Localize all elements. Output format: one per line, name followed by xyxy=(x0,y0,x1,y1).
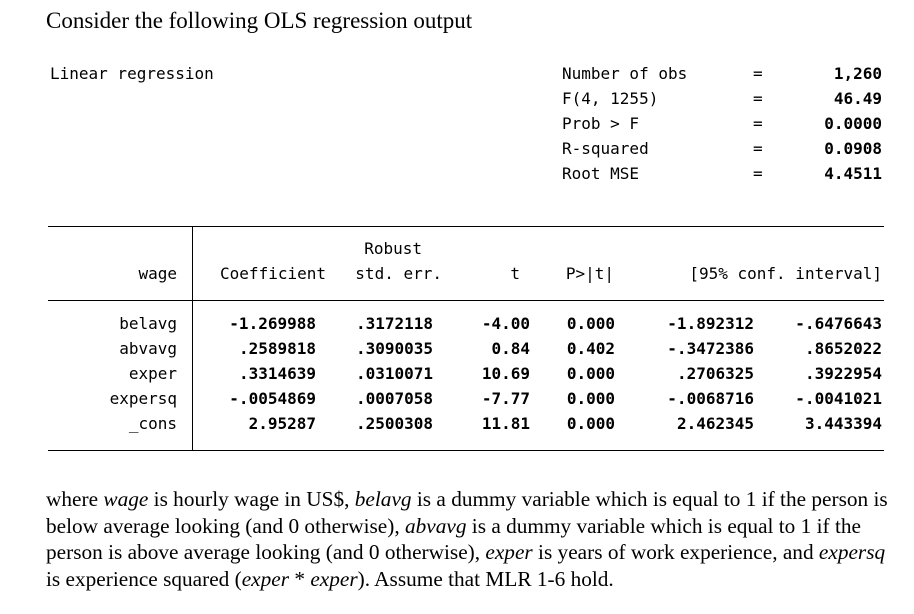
stat-equals: = xyxy=(753,139,763,158)
footnote-text: is hourly wage in US$, xyxy=(148,487,355,511)
header-t: t xyxy=(510,264,520,283)
row-pvalue: 0.402 xyxy=(566,339,615,358)
stat-value: 0.0000 xyxy=(824,114,882,133)
row-t: -4.00 xyxy=(481,314,530,333)
table-top-rule xyxy=(48,226,884,227)
footnote-text: is a dummy variable which is equal to 1 if the person is above average looking (and 0 otherwise), xyxy=(46,513,861,564)
row-ci-upper: .8652022 xyxy=(804,339,882,358)
stat-equals: = xyxy=(753,64,763,83)
stat-equals: = xyxy=(753,114,763,133)
header-pvalue: P>|t| xyxy=(565,264,614,283)
var-wage: wage xyxy=(103,487,149,511)
row-coefficient: 2.95287 xyxy=(248,414,316,433)
row-ci-lower: -.3472386 xyxy=(667,339,754,358)
header-conf-interval: [95% conf. interval] xyxy=(689,264,882,283)
row-variable: exper xyxy=(128,364,177,383)
footnote-text: * xyxy=(289,566,311,591)
row-ci-lower: -1.892312 xyxy=(667,314,754,333)
row-std-err: .3172118 xyxy=(355,314,433,333)
var-exper: exper xyxy=(241,566,290,591)
stat-row-probf xyxy=(562,114,882,139)
stat-value: 46.49 xyxy=(833,89,882,108)
row-variable: abvavg xyxy=(119,339,177,358)
var-belavg: belavg xyxy=(354,487,412,511)
stat-row-f xyxy=(562,89,882,114)
row-t: 11.81 xyxy=(481,414,530,433)
footnote xyxy=(46,486,896,592)
row-pvalue: 0.000 xyxy=(566,414,615,433)
row-ci-lower: 2.462345 xyxy=(676,414,754,433)
stat-label: R-squared xyxy=(562,139,649,158)
row-std-err: .0007058 xyxy=(355,389,433,408)
stat-value: 1,260 xyxy=(833,64,882,83)
footnote-text: is a dummy variable which is equal to 1 if the person is below average looking (and 0 otherwise), xyxy=(46,487,888,538)
footnote-text: is years of work experience, and xyxy=(532,540,819,564)
row-coefficient: -1.269988 xyxy=(229,314,316,333)
row-ci-lower: -.0068716 xyxy=(667,389,754,408)
row-pvalue: 0.000 xyxy=(566,389,615,408)
table-header-rule xyxy=(48,300,884,301)
row-ci-lower: .2706325 xyxy=(676,364,754,383)
row-std-err: .2500308 xyxy=(355,414,433,433)
table-bottom-rule xyxy=(48,450,884,451)
stat-value: 4.4511 xyxy=(824,164,882,183)
row-pvalue: 0.000 xyxy=(566,314,615,333)
row-t: -7.77 xyxy=(481,389,530,408)
footnote-text: is experience squared ( xyxy=(46,566,242,591)
header-std-err: std. err. xyxy=(355,264,442,283)
stat-equals: = xyxy=(753,89,763,108)
stat-value: 0.0908 xyxy=(824,139,882,158)
row-std-err: .3090035 xyxy=(355,339,433,358)
table-divider xyxy=(192,227,193,450)
var-exper: exper xyxy=(310,566,358,591)
row-coefficient: .3314639 xyxy=(238,364,316,383)
stat-row-nobs xyxy=(562,64,882,89)
stat-label: Number of obs xyxy=(562,64,688,83)
row-variable: expersq xyxy=(109,389,177,408)
stat-label: F(4, 1255) xyxy=(562,89,659,108)
stat-equals: = xyxy=(753,164,763,183)
footnote-text: ). Assume that MLR 1-6 hold. xyxy=(357,566,614,591)
stat-label: Root MSE xyxy=(562,164,640,183)
row-coefficient: .2589818 xyxy=(238,339,316,358)
row-ci-upper: .3922954 xyxy=(804,364,882,383)
stat-label: Prob > F xyxy=(562,114,640,133)
intro-text: Consider the following OLS regression output xyxy=(46,8,473,33)
header-robust: Robust xyxy=(364,239,422,258)
var-abvavg: abvavg xyxy=(404,513,467,538)
row-t: 10.69 xyxy=(481,364,530,383)
header-dependent-var: wage xyxy=(138,264,177,283)
model-title: Linear regression xyxy=(50,64,214,83)
var-exper: exper xyxy=(485,540,533,564)
row-pvalue: 0.000 xyxy=(566,364,615,383)
row-t: 0.84 xyxy=(491,339,530,358)
row-ci-upper: 3.443394 xyxy=(804,414,882,433)
row-variable: _cons xyxy=(128,414,177,433)
var-expersq: expersq xyxy=(818,540,886,564)
row-ci-upper: -.0041021 xyxy=(795,389,882,408)
row-variable: belavg xyxy=(119,314,177,333)
footnote-text: where xyxy=(46,487,104,511)
row-std-err: .0310071 xyxy=(355,364,433,383)
header-coefficient: Coefficient xyxy=(220,264,326,283)
row-ci-upper: -.6476643 xyxy=(795,314,882,333)
stat-row-rsquared xyxy=(562,139,882,164)
row-coefficient: -.0054869 xyxy=(229,389,316,408)
stat-row-rootmse xyxy=(562,164,882,189)
